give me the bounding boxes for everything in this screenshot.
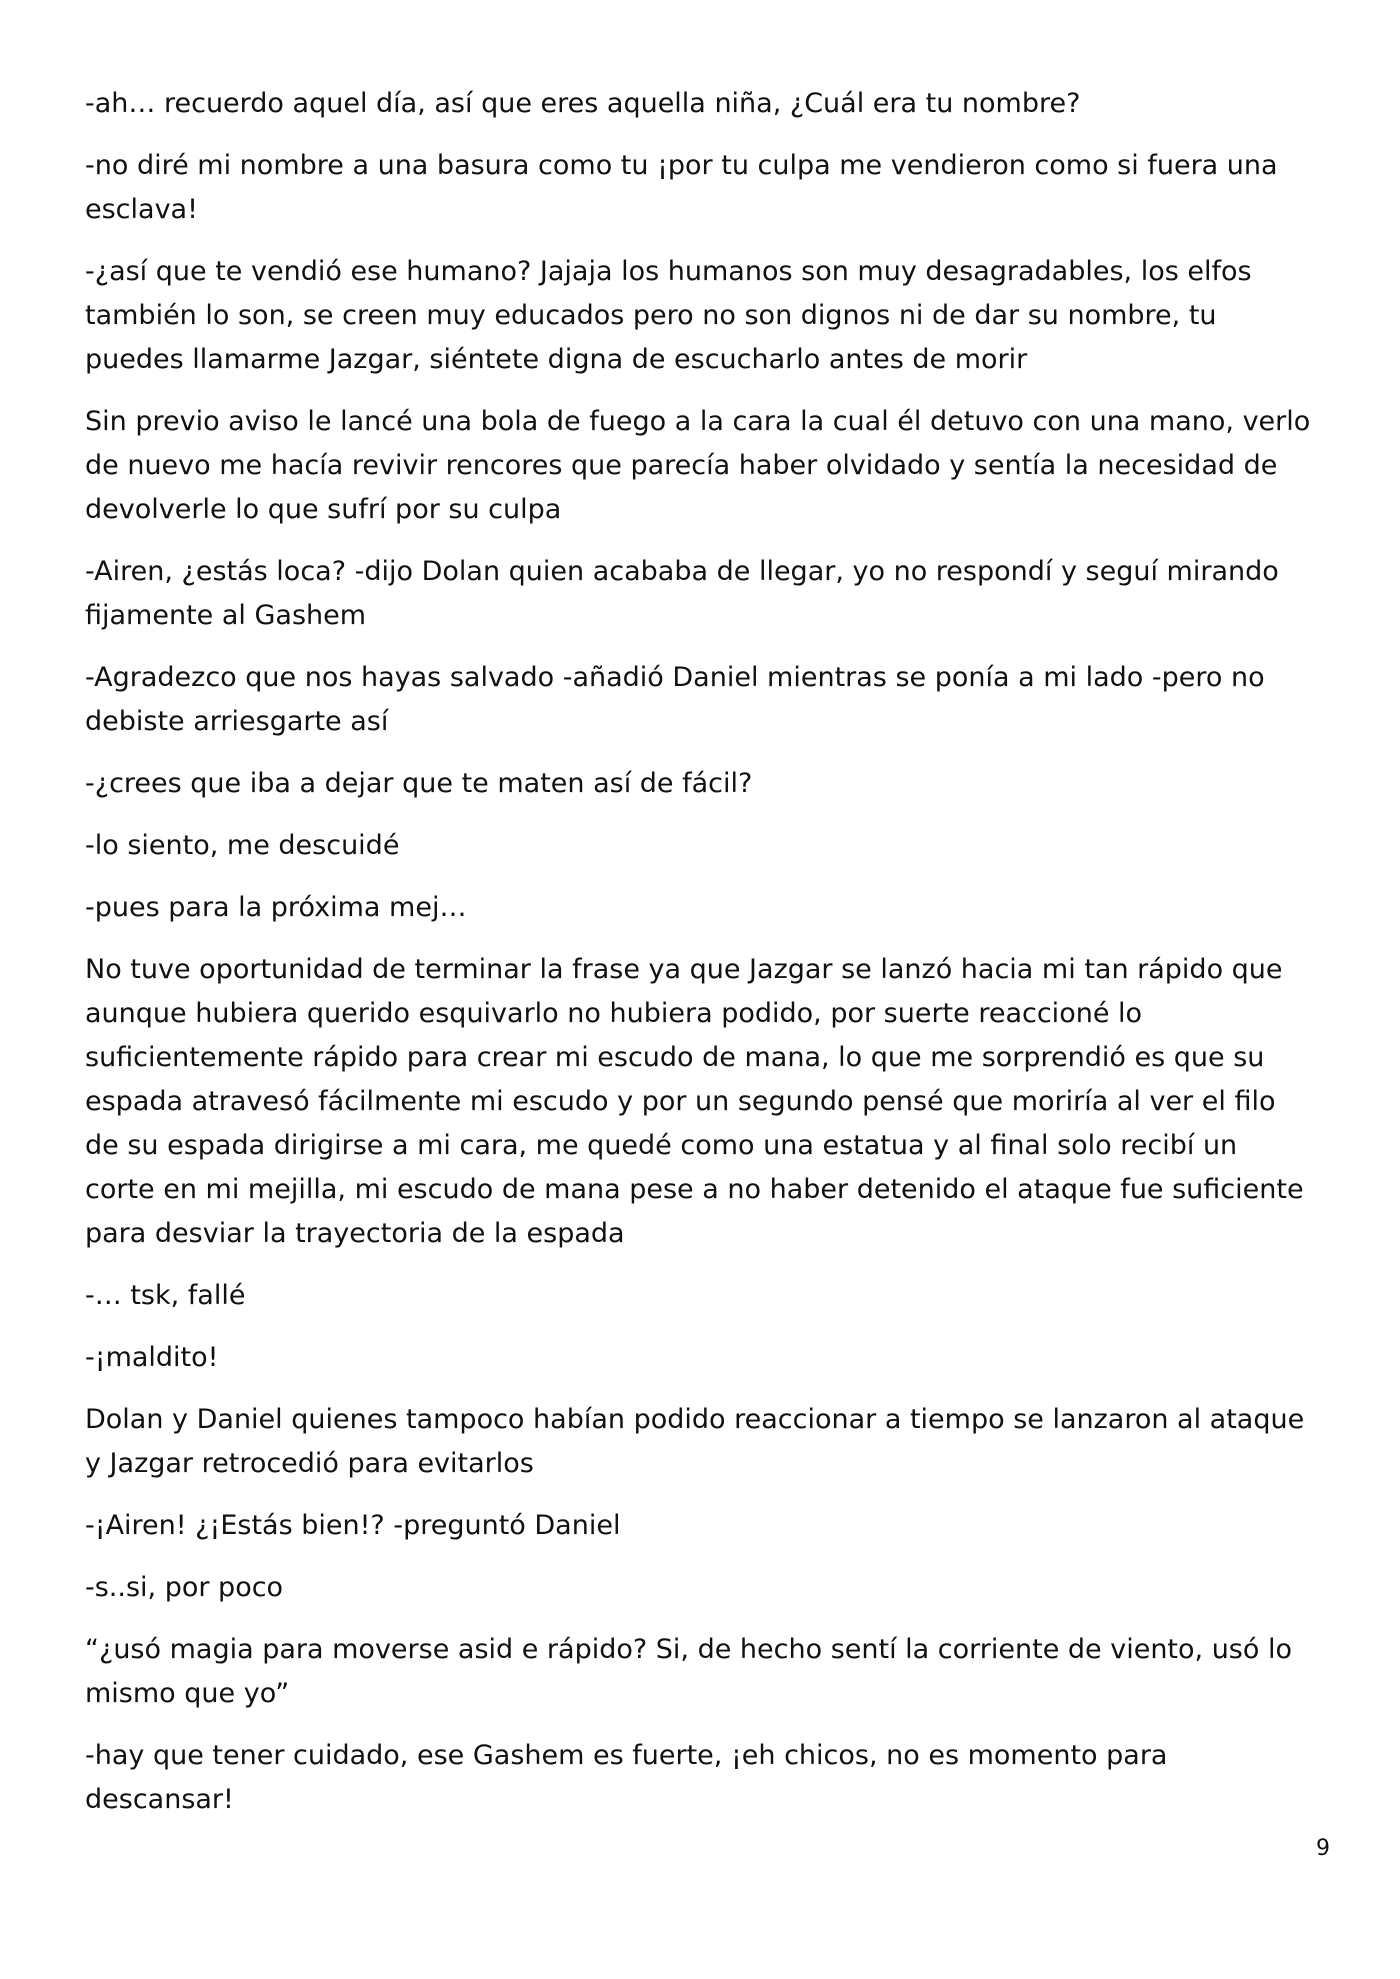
paragraph: -¡Airen! ¿¡Estás bien!? -preguntó Daniel <box>85 1510 621 1541</box>
paragraph: -pues para la próxima mej… <box>85 892 467 923</box>
paragraph: Dolan y Daniel quienes tampoco habían podido reaccionar a tiempo se lanzaron al ataque y Jazgar retrocedió para evitarlos <box>85 1404 1305 1479</box>
paragraph: -ah… recuerdo aquel día, así que eres aquella niña, ¿Cuál era tu nombre? <box>85 88 1081 119</box>
paragraph: -s..si, por poco <box>85 1572 284 1603</box>
paragraph: -Airen, ¿estás loca? -dijo Dolan quien acababa de llegar, yo no respondí y seguí mirando fijamente al Gashem <box>85 556 1279 631</box>
paragraph: -lo siento, me descuidé <box>85 830 400 861</box>
paragraph: -hay que tener cuidado, ese Gashem es fuerte, ¡eh chicos, no es momento para descansar! <box>85 1740 1168 1815</box>
paragraph: -no diré mi nombre a una basura como tu ¡por tu culpa me vendieron como si fuera una esclava! <box>85 150 1278 225</box>
body-text <box>85 82 1315 1840</box>
paragraph: -¿así que te vendió ese humano? Jajaja los humanos son muy desagradables, los elfos también lo son, se creen muy educados pero no son dignos ni de dar su nombre, tu puedes llamarme Jazgar, siéntete digna de escucharlo antes de morir <box>85 256 1252 375</box>
paragraph: -… tsk, fallé <box>85 1280 246 1311</box>
paragraph: Sin previo aviso le lancé una bola de fuego a la cara la cual él detuvo con una mano, verlo de nuevo me hacía revivir rencores que parecía haber olvidado y sentía la necesidad de devolverle lo que sufrí por su culpa <box>85 406 1311 525</box>
paragraph: No tuve oportunidad de terminar la frase ya que Jazgar se lanzó hacia mi tan rápido que aunque hubiera querido esquivarlo no hubiera podido, por suerte reaccioné lo suficientemente rápido para crear mi escudo de mana, lo que me sorprendió es que su espada atravesó fácilmente mi escudo y por un segundo pensé que moriría al ver el filo de su espada dirigirse a mi cara, me quedé como una estatua y al final solo recibí un corte en mi mejilla, mi escudo de mana pese a no haber detenido el ataque fue suficiente para desviar la trayectoria de la espada <box>85 954 1304 1249</box>
paragraph: “¿usó magia para moverse asid e rápido? Si, de hecho sentí la corriente de viento, usó lo mismo que yo” <box>85 1634 1292 1709</box>
paragraph: -¡maldito! <box>85 1342 219 1373</box>
page-number: 9 <box>1316 1836 1330 1861</box>
paragraph: -Agradezco que nos hayas salvado -añadió Daniel mientras se ponía a mi lado -pero no debiste arriesgarte así <box>85 662 1265 737</box>
paragraph: -¿crees que iba a dejar que te maten así de fácil? <box>85 768 753 799</box>
